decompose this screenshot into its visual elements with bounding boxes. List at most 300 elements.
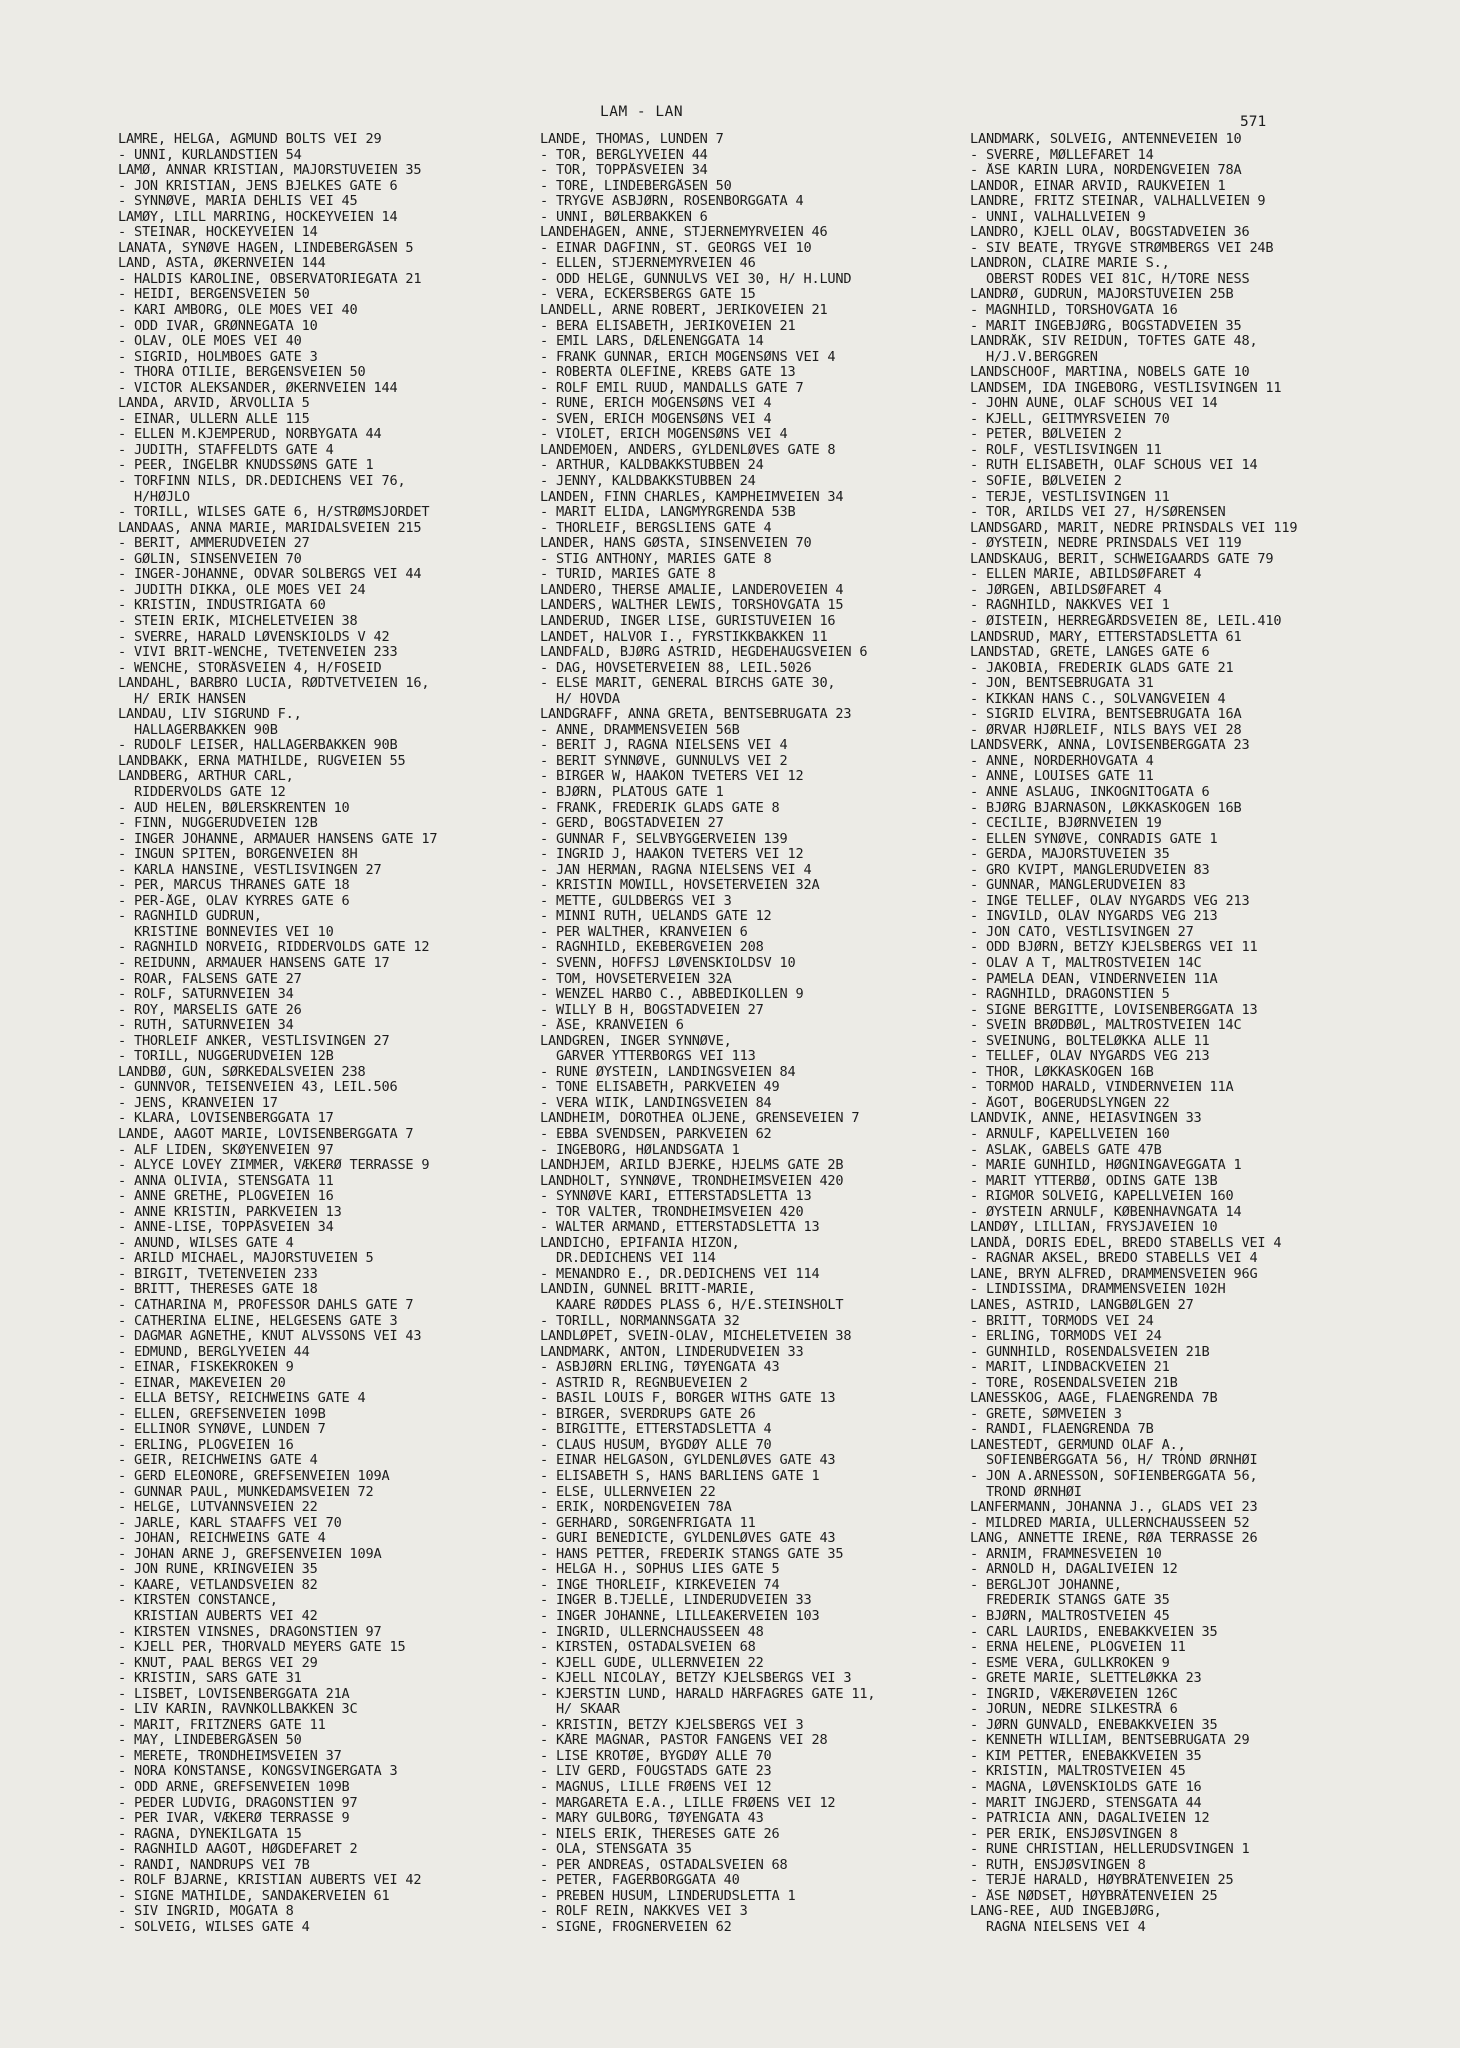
directory-entry: - MAGNA, LØVENSKIOLDS GATE 16 [970,1779,1202,1795]
directory-entry: - TRYGVE ASBJØRN, ROSENBORGGATA 4 [540,194,804,210]
directory-entry: - ØYSTEIN, NEDRE PRINSDALS VEI 119 [970,536,1242,552]
directory-entry: LANDRØ, GUDRUN, MAJORSTUVEIEN 25B [970,287,1234,303]
directory-entry: - MILDRED MARIA, ULLERNCHAUSSEEN 52 [970,1515,1250,1531]
directory-entry: - TORFINN NILS, DR.DEDICHENS VEI 76, [118,474,406,490]
directory-entry: KRISTIAN AUBERTS VEI 42 [118,1608,318,1624]
directory-entry: - MARY GULBORG, TØYENGATA 43 [540,1811,764,1827]
directory-entry: - GEIR, REICHWEINS GATE 4 [118,1453,318,1469]
directory-entry: LANDRÅK, SIV REIDUN, TOFTES GATE 48, [970,334,1258,350]
directory-entry: - JOHAN, REICHWEINS GATE 4 [118,1531,326,1547]
directory-entry: - VERA, ECKERSBERGS GATE 15 [540,287,756,303]
directory-entry: - THORLEIF, BERGSLIENS GATE 4 [540,520,772,536]
directory-entry: - CECILIE, BJØRNVEIEN 19 [970,816,1162,832]
directory-entry: - ERLING, PLOGVEIEN 16 [118,1437,294,1453]
directory-entry: - EINAR, FISKEKROKEN 9 [118,1360,294,1376]
directory-entry: - KNUT, PAAL BERGS VEI 29 [118,1655,318,1671]
directory-entry: LANDAU, LIV SIGRUND F., [118,707,302,723]
directory-entry: - TORILL, NUGGERUDVEIEN 12B [118,1049,334,1065]
directory-entry: - MENANDRO E., DR.DEDICHENS VEI 114 [540,1266,820,1282]
directory-entry: - SVERRE, HARALD LØVENSKIOLDS V 42 [118,629,390,645]
directory-entry: - KRISTIN, BETZY KJELSBERGS VEI 3 [540,1717,804,1733]
directory-entry: - JAN HERMAN, RAGNA NIELSENS VEI 4 [540,862,812,878]
directory-entry: - THORLEIF ANKER, VESTLISVINGEN 27 [118,1033,390,1049]
directory-entry: - RIGMOR SOLVEIG, KAPELLVEIEN 160 [970,1189,1234,1205]
directory-entry: - ANNA OLIVIA, STENSGATA 11 [118,1173,334,1189]
directory-entry: - RUTH, ENSJØSVINGEN 8 [970,1857,1146,1873]
directory-column-2 [540,132,950,1935]
directory-entry: - INGER-JOHANNE, ODVAR SOLBERGS VEI 44 [118,567,422,583]
directory-entry: LANDAHL, BARBRO LUCIA, RØDTVETVEIEN 16, [118,676,430,692]
directory-entry: - MAGNHILD, TORSHOVGATA 16 [970,303,1178,319]
directory-entry: - JAKOBIA, FREDERIK GLADS GATE 21 [970,660,1234,676]
directory-entry: - MERETE, TRONDHEIMSVEIEN 37 [118,1748,342,1764]
directory-entry: - INGEBORG, HØLANDSGATA 1 [540,1142,740,1158]
directory-entry: - BIRGITTE, ETTERSTADSLETTA 4 [540,1422,772,1438]
directory-entry: - RAGNHILD AAGOT, HØGDEFARET 2 [118,1842,358,1858]
directory-entry: - WILLY B H, BOGSTADVEIEN 27 [540,1002,764,1018]
directory-entry: - JON KRISTIAN, JENS BJELKES GATE 6 [118,178,398,194]
directory-entry: - OLAV A T, MALTROSTVEIEN 14C [970,955,1202,971]
directory-entry: LANDVIK, ANNE, HEIASVINGEN 33 [970,1111,1202,1127]
directory-entry: - KJELL PER, THORVALD MEYERS GATE 15 [118,1640,406,1656]
directory-entry: LANDSRUD, MARY, ETTERSTADSLETTA 61 [970,629,1242,645]
directory-entry: LANDBØ, GUN, SØRKEDALSVEIEN 238 [118,1064,366,1080]
directory-entry: - SOLVEIG, WILSES GATE 4 [118,1919,310,1935]
directory-entry: - TOR, BERGLYVEIEN 44 [540,147,708,163]
directory-entry: - STIG ANTHONY, MARIES GATE 8 [540,551,772,567]
directory-entry: LANDMARK, SOLVEIG, ANTENNEVEIEN 10 [970,132,1242,147]
directory-entry: - TONE ELISABETH, PARKVEIEN 49 [540,1080,780,1096]
directory-entry: - KIKKAN HANS C., SOLVANGVEIEN 4 [970,691,1226,707]
directory-entry: - EINAR DAGFINN, ST. GEORGS VEI 10 [540,240,812,256]
directory-entry: - RANDI, NANDRUPS VEI 7B [118,1857,310,1873]
directory-entry: - ANNE GRETHE, PLOGVEIEN 16 [118,1189,334,1205]
directory-entry: - ASLAK, GABELS GATE 47B [970,1142,1162,1158]
directory-entry: LANDELL, ARNE ROBERT, JERIKOVEIEN 21 [540,303,828,319]
directory-entry: - BRITT, THERESES GATE 18 [118,1282,318,1298]
directory-entry: - EDMUND, BERGLYVEIEN 44 [118,1344,310,1360]
directory-entry: - PREBEN HUSUM, LINDERUDSLETTA 1 [540,1888,796,1904]
directory-entry: H/ HOVDA [540,691,620,707]
directory-entry: - LIV KARIN, RAVNKOLLBAKKEN 3C [118,1702,358,1718]
directory-entry: LANDET, HALVOR I., FYRSTIKKBAKKEN 11 [540,629,828,645]
directory-entry: LANDSCHOOF, MARTINA, NOBELS GATE 10 [970,365,1250,381]
directory-entry: LANDSTAD, GRETE, LANGES GATE 6 [970,645,1210,661]
directory-entry: - EINAR, ULLERN ALLE 115 [118,411,310,427]
directory-entry: - KIRSTEN, OSTADALSVEIEN 68 [540,1640,756,1656]
directory-entry: - INGER B.TJELLE, LINDERUDVEIEN 33 [540,1593,812,1609]
directory-entry: - KARLA HANSINE, VESTLISVINGEN 27 [118,862,382,878]
directory-entry: - ARNULF, KAPELLVEIEN 160 [970,1127,1170,1142]
directory-entry: - TELLEF, OLAV NYGARDS VEG 213 [970,1049,1210,1065]
directory-entry: - KIM PETTER, ENEBAKKVEIEN 35 [970,1748,1202,1764]
directory-entry: - ROAR, FALSENS GATE 27 [118,971,302,987]
directory-entry: - PATRICIA ANN, DAGALIVEIEN 12 [970,1811,1210,1827]
directory-entry: - BJØRN, MALTROSTVEIEN 45 [970,1608,1170,1624]
directory-entry: - ÅSE, KRANVEIEN 6 [540,1018,684,1034]
directory-entry: - MARIT YTTERBØ, ODINS GATE 13B [970,1173,1218,1189]
directory-entry: - BERIT, AMMERUDVEIEN 27 [118,536,310,552]
directory-entry: - ODD HELGE, GUNNULVS VEI 30, H/ H.LUND [540,271,852,287]
directory-entry: - PER, MARCUS THRANES GATE 18 [118,878,350,894]
directory-entry: - RAGNHILD, NAKKVES VEI 1 [970,598,1170,614]
directory-entry: - JON A.ARNESSON, SOFIENBERGGATA 56, [970,1469,1258,1485]
directory-entry: - KRISTIN MOWILL, HOVSETERVEIEN 32A [540,878,820,894]
directory-entry: FREDERIK STANGS GATE 35 [970,1593,1170,1609]
directory-entry: LANDE, AAGOT MARIE, LOVISENBERGGATA 7 [118,1127,414,1142]
directory-entry: LANESSKOG, AAGE, FLAENGRENDA 7B [970,1391,1218,1407]
directory-entry: - ELLINOR SYNØVE, LUNDEN 7 [118,1422,326,1438]
directory-entry: LANDBAKK, ERNA MATHILDE, RUGVEIEN 55 [118,753,406,769]
directory-entry: LANG-REE, AUD INGEBJØRG, [970,1904,1162,1920]
directory-entry: - EMIL LARS, DÆLENENGGATA 14 [540,334,764,350]
directory-entry: - ASTRID R, REGNBUEVEIEN 2 [540,1375,748,1391]
directory-entry: - BJØRN, PLATOUS GATE 1 [540,784,724,800]
directory-entry: - ROLF BJARNE, KRISTIAN AUBERTS VEI 42 [118,1873,422,1889]
directory-entry: - STEIN ERIK, MICHELETVEIEN 38 [118,613,358,629]
directory-entry: - INGE TELLEF, OLAV NYGARDS VEG 213 [970,893,1250,909]
directory-entry: - BIRGER W, HAAKON TVETERS VEI 12 [540,769,804,785]
directory-entry: - ANNE, LOUISES GATE 11 [970,769,1154,785]
directory-entry: - KLARA, LOVISENBERGGATA 17 [118,1111,334,1127]
directory-entry: - LISE KROTØE, BYGDØY ALLE 70 [540,1748,772,1764]
directory-entry: - GUNNAR F, SELVBYGGERVEIEN 139 [540,831,788,847]
directory-entry: - MARIT INGJERD, STENSGATA 44 [970,1795,1202,1811]
directory-entry: LANDSEM, IDA INGEBORG, VESTLISVINGEN 11 [970,380,1282,396]
directory-entry: - ØRVAR HJØRLEIF, NILS BAYS VEI 28 [970,722,1242,738]
directory-entry: - RAGNHILD, EKEBERGVEIEN 208 [540,940,764,956]
directory-entry: - PER ANDREAS, OSTADALSVEIEN 68 [540,1857,788,1873]
directory-entry: - ALF LIDEN, SKØYENVEIEN 97 [118,1142,334,1158]
directory-entry: - KRISTIN, INDUSTRIGATA 60 [118,598,326,614]
directory-entry: - CLAUS HUSUM, BYGDØY ALLE 70 [540,1437,772,1453]
directory-entry: - MARIT ELIDA, LANGMYRGRENDA 53B [540,505,796,521]
directory-entry: - GERD ELEONORE, GREFSENVEIEN 109A [118,1469,390,1485]
directory-entry: - ELLEN SYNØVE, CONRADIS GATE 1 [970,831,1218,847]
directory-entry: - ODD ARNE, GREFSENVEIEN 109B [118,1779,350,1795]
directory-entry: - BIRGER, SVERDRUPS GATE 26 [540,1406,756,1422]
directory-entry: - SIV BEATE, TRYGVE STRØMBERGS VEI 24B [970,240,1274,256]
directory-entry: - GUNNHILD, ROSENDALSVEIEN 21B [970,1344,1210,1360]
directory-entry: - ELLEN, GREFSENVEIEN 109B [118,1406,326,1422]
running-head: LAM - LAN [600,104,684,120]
directory-entry: - EINAR, MAKEVEIEN 20 [118,1375,286,1391]
directory-entry: HALLAGERBAKKEN 90B [118,722,278,738]
directory-entry: LANDGREN, INGER SYNNØVE, [540,1033,732,1049]
directory-entry: - GUNNAR PAUL, MUNKEDAMSVEIEN 72 [118,1484,374,1500]
directory-entry: LANDEN, FINN CHARLES, KAMPHEIMVEIEN 34 [540,489,844,505]
directory-entry: - ROLF REIN, NAKKVES VEI 3 [540,1904,748,1920]
directory-entry: - MAGNUS, LILLE FRØENS VEI 12 [540,1779,772,1795]
directory-entry: - KENNETH WILLIAM, BENTSEBRUGATA 29 [970,1733,1250,1749]
directory-entry: LANDFALD, BJØRG ASTRID, HEGDEHAUGSVEIEN 6 [540,645,868,661]
directory-entry: - RANDI, FLAENGRENDA 7B [970,1422,1154,1438]
directory-entry: - ESME VERA, GULLKROKEN 9 [970,1655,1170,1671]
directory-entry: - MARGARETA E.A., LILLE FRØENS VEI 12 [540,1795,836,1811]
directory-entry: - SIGRID ELVIRA, BENTSEBRUGATA 16A [970,707,1242,723]
directory-entry: - AUD HELEN, BØLERSKRENTEN 10 [118,800,350,816]
directory-entry: RAGNA NIELSENS VEI 4 [970,1919,1146,1935]
directory-entry: LANDA, ARVID, ÅRVOLLIA 5 [118,396,310,412]
directory-entry: - JUDITH DIKKA, OLE MOES VEI 24 [118,582,366,598]
directory-entry: - INGE THORLEIF, KIRKEVEIEN 74 [540,1577,780,1593]
directory-entry: LANDSGARD, MARIT, NEDRE PRINSDALS VEI 119 [970,520,1298,536]
directory-entry: - JON, BENTSEBRUGATA 31 [970,676,1154,692]
page-number: 571 [1240,114,1267,130]
directory-entry: LANE, BRYN ALFRED, DRAMMENSVEIEN 96G [970,1266,1258,1282]
directory-entry: LANDEHAGEN, ANNE, STJERNEMYRVEIEN 46 [540,225,828,241]
directory-entry: - BERA ELISABETH, JERIKOVEIEN 21 [540,318,796,334]
directory-entry: - RAGNHILD GUDRUN, [118,909,262,925]
directory-entry: - KRISTIN, SARS GATE 31 [118,1671,302,1687]
directory-entry: - PER ERIK, ENSJØSVINGEN 8 [970,1826,1178,1842]
directory-entry: LANATA, SYNØVE HAGEN, LINDEBERGÅSEN 5 [118,240,414,256]
directory-entry: LANFERMANN, JOHANNA J., GLADS VEI 23 [970,1500,1258,1516]
directory-entry: - BERIT SYNNØVE, GUNNULVS VEI 2 [540,753,788,769]
directory-entry: LANDIN, GUNNEL BRITT-MARIE, [540,1282,756,1298]
directory-entry: - RAGNHILD NORVEIG, RIDDERVOLDS GATE 12 [118,940,430,956]
directory-entry: - ERNA HELENE, PLOGVEIEN 11 [970,1640,1186,1656]
directory-entry: - ERLING, TORMODS VEI 24 [970,1329,1162,1345]
directory-entry: LANESTEDT, GERMUND OLAF A., [970,1437,1186,1453]
directory-entry: - SVENN, HOFFSJ LØVENSKIOLDSV 10 [540,955,796,971]
directory-entry: KAARE RØDDES PLASS 6, H/E.STEINSHOLT [540,1298,844,1314]
directory-entry: - PAMELA DEAN, VINDERNVEIEN 11A [970,971,1218,987]
directory-entry: - OLAV, OLE MOES VEI 40 [118,334,302,350]
directory-entry: - ARNIM, FRAMNESVEIEN 10 [970,1546,1162,1562]
directory-entry: - RAGNAR AKSEL, BREDO STABELLS VEI 4 [970,1251,1258,1267]
directory-entry: - SVERRE, MØLLEFARET 14 [970,147,1154,163]
directory-entry: - PEER, INGELBR KNUDSSØNS GATE 1 [118,458,374,474]
directory-entry: - ROLF EMIL RUUD, MANDALLS GATE 7 [540,380,804,396]
directory-entry: - GUNNVOR, TEISENVEIEN 43, LEIL.506 [118,1080,398,1096]
directory-entry: - THORA OTILIE, BERGENSVEIEN 50 [118,365,366,381]
directory-entry: DR.DEDICHENS VEI 114 [540,1251,716,1267]
directory-entry: - BIRGIT, TVETENVEIEN 233 [118,1266,318,1282]
directory-entry: - JARLE, KARL STAAFFS VEI 70 [118,1515,342,1531]
directory-entry: - ÅSE NØDSET, HØYBRÅTENVEIEN 25 [970,1888,1218,1904]
directory-entry: - PER-ÅGE, OLAV KYRRES GATE 6 [118,893,350,909]
directory-entry: LANDRON, CLAIRE MARIE S., [970,256,1170,272]
directory-entry: - BERGLJOT JOHANNE, [970,1577,1122,1593]
directory-entry: - MARIT, FRITZNERS GATE 11 [118,1717,326,1733]
directory-entry: - GERHARD, SORGENFRIGATA 11 [540,1515,756,1531]
directory-entry: - RUTH, SATURNVEIEN 34 [118,1018,294,1034]
directory-entry: - ELSE MARIT, GENERAL BIRCHS GATE 30, [540,676,836,692]
directory-entry: - CATHERINA ELINE, HELGESENS GATE 3 [118,1313,398,1329]
directory-entry: LANDBERG, ARTHUR CARL, [118,769,294,785]
directory-entry: LANDAAS, ANNA MARIE, MARIDALSVEIEN 215 [118,520,422,536]
directory-entry: - RUNE ØYSTEIN, LANDINGSVEIEN 84 [540,1064,796,1080]
directory-entry: - ANNE, DRAMMENSVEIEN 56B [540,722,740,738]
directory-entry: - ROBERTA OLEFINE, KREBS GATE 13 [540,365,796,381]
directory-entry: - THOR, LØKKASKOGEN 16B [970,1064,1154,1080]
directory-entry: LANDOR, EINAR ARVID, RAUKVEIEN 1 [970,178,1226,194]
directory-entry: - ODD IVAR, GRØNNEGATA 10 [118,318,318,334]
directory-entry: - KJELL GUDE, ULLERNVEIEN 22 [540,1655,764,1671]
directory-entry: - BJØRG BJARNASON, LØKKASKOGEN 16B [970,800,1242,816]
directory-entry: - GERD, BOGSTADVEIEN 27 [540,816,724,832]
directory-entry: LAMØ, ANNAR KRISTIAN, MAJORSTUVEIEN 35 [118,163,422,179]
directory-entry: - ANNE-LISE, TOPPÅSVEIEN 34 [118,1220,334,1236]
directory-entry: - GUNNAR, MANGLERUDVEIEN 83 [970,878,1186,894]
directory-entry: - KJERSTIN LUND, HARALD HÅRFAGRES GATE 11, [540,1686,876,1702]
directory-entry: - HEIDI, BERGENSVEIEN 50 [118,287,310,303]
directory-entry: - GRETE, SØMVEIEN 3 [970,1406,1122,1422]
directory-entry: - JOHAN ARNE J, GREFSENVEIEN 109A [118,1546,382,1562]
directory-entry: - PEDER LUDVIG, DRAGONSTIEN 97 [118,1795,358,1811]
directory-entry: - GØLIN, SINSENVEIEN 70 [118,551,302,567]
directory-entry: - HELGE, LUTVANNSVEIEN 22 [118,1500,318,1516]
directory-entry: - JØRGEN, ABILDSØFARET 4 [970,582,1162,598]
directory-entry: - KJELL NICOLAY, BETZY KJELSBERGS VEI 3 [540,1671,852,1687]
directory-entry: H/ ERIK HANSEN [118,691,246,707]
directory-entry: TROND ØRNHØI [970,1484,1082,1500]
directory-entry: H/HØJLO [118,489,190,505]
directory-entry: LANDE, THOMAS, LUNDEN 7 [540,132,724,147]
directory-entry: LANDØY, LILLIAN, FRYSJAVEIEN 10 [970,1220,1218,1236]
directory-entry: LANDSVERK, ANNA, LOVISENBERGGATA 23 [970,738,1250,754]
directory-column-3 [970,132,1390,1935]
directory-entry: - ANNE, NORDERHOVGATA 4 [970,753,1154,769]
directory-entry: - INGVILD, OLAV NYGARDS VEG 213 [970,909,1218,925]
directory-entry: - INGRID, ULLERNCHAUSSEEN 48 [540,1624,764,1640]
directory-entry: SOFIENBERGGATA 56, H/ TROND ØRNHØI [970,1453,1258,1469]
directory-entry: - SVEINUNG, BOLTELØKKA ALLE 11 [970,1033,1210,1049]
directory-entry: - ROLF, VESTLISVINGEN 11 [970,442,1162,458]
directory-entry: - PETER, FAGERBORGGATA 40 [540,1873,740,1889]
directory-entry: - TOR, ARILDS VEI 27, H/SØRENSEN [970,505,1226,521]
directory-entry: - SIGNE MATHILDE, SANDAKERVEIEN 61 [118,1888,390,1904]
directory-entry: - HANS PETTER, FREDERIK STANGS GATE 35 [540,1546,844,1562]
directory-entry: - KARI AMBORG, OLE MOES VEI 40 [118,303,358,319]
directory-entry: LANDERUD, INGER LISE, GURISTUVEIEN 16 [540,613,836,629]
directory-entry: - HELGA H., SOPHUS LIES GATE 5 [540,1562,780,1578]
directory-entry: - VIOLET, ERICH MOGENSØNS VEI 4 [540,427,788,443]
directory-entry: LANDMARK, ANTON, LINDERUDVEIEN 33 [540,1344,804,1360]
directory-entry: - KIRSTEN VINSNES, DRAGONSTIEN 97 [118,1624,382,1640]
directory-entry: - ELLEN, STJERNEMYRVEIEN 46 [540,256,756,272]
directory-entry: - ROY, MARSELIS GATE 26 [118,1002,302,1018]
directory-entry: - SYNNØVE KARI, ETTERSTADSLETTA 13 [540,1189,812,1205]
directory-entry: - OLA, STENSGATA 35 [540,1842,692,1858]
directory-entry: - TORE, LINDEBERGÅSEN 50 [540,178,732,194]
directory-entry: - PETER, BØLVEIEN 2 [970,427,1122,443]
directory-entry: - KIRSTEN CONSTANCE, [118,1593,278,1609]
directory-entry: LANDGRAFF, ANNA GRETA, BENTSEBRUGATA 23 [540,707,852,723]
directory-entry: - GRETE MARIE, SLETTELØKKA 23 [970,1671,1202,1687]
directory-entry: - ANNE ASLAUG, INKOGNITOGATA 6 [970,784,1210,800]
directory-entry: - ELSE, ULLERNVEIEN 22 [540,1484,716,1500]
directory-entry: - UNNI, VALHALLVEIEN 9 [970,209,1146,225]
directory-entry: - MAY, LINDEBERGÅSEN 50 [118,1733,302,1749]
directory-entry: - ANNE KRISTIN, PARKVEIEN 13 [118,1204,342,1220]
directory-entry: - LIV GERD, FOUGSTADS GATE 23 [540,1764,772,1780]
directory-entry: - CARL LAURIDS, ENEBAKKVEIEN 35 [970,1624,1218,1640]
directory-entry: OBERST RODES VEI 81C, H/TORE NESS [970,271,1250,287]
directory-entry: - ANUND, WILSES GATE 4 [118,1235,294,1251]
directory-entry: - INGRID, VÆKERØVEIEN 126C [970,1686,1178,1702]
directory-entry: - RUNE, ERICH MOGENSØNS VEI 4 [540,396,772,412]
directory-entry: - ELLEN M.KJEMPERUD, NORBYGATA 44 [118,427,382,443]
directory-entry: - ELLEN MARIE, ABILDSØFARET 4 [970,567,1202,583]
directory-entry: - DAGMAR AGNETHE, KNUT ALVSSONS VEI 43 [118,1329,422,1345]
directory-entry: - KAARE, VETLANDSVEIEN 82 [118,1577,318,1593]
directory-entry: LANDEMOEN, ANDERS, GYLDENLØVES GATE 8 [540,442,836,458]
directory-entry: - JUDITH, STAFFELDTS GATE 4 [118,442,334,458]
directory-entry: - ALYCE LOVEY ZIMMER, VÆKERØ TERRASSE 9 [118,1158,430,1174]
directory-entry: LANDER, HANS GØSTA, SINSENVEIEN 70 [540,536,812,552]
directory-entry: - ELLA BETSY, REICHWEINS GATE 4 [118,1391,366,1407]
directory-entry: - REIDUNN, ARMAUER HANSENS GATE 17 [118,955,390,971]
directory-entry: - JON CATO, VESTLISVINGEN 27 [970,924,1194,940]
directory-entry: - NORA KONSTANSE, KONGSVINGERGATA 3 [118,1764,398,1780]
directory-entry: - HALDIS KAROLINE, OBSERVATORIEGATA 21 [118,271,422,287]
directory-entry: - TORILL, WILSES GATE 6, H/STRØMSJORDET [118,505,430,521]
directory-entry: - TOR, TOPPÅSVEIEN 34 [540,163,708,179]
directory-entry: - MARIT, LINDBACKVEIEN 21 [970,1360,1170,1376]
directory-entry: - GURI BENEDICTE, GYLDENLØVES GATE 43 [540,1531,836,1547]
directory-entry: - INGER JOHANNE, ARMAUER HANSENS GATE 17 [118,831,438,847]
directory-entry: LANDHJEM, ARILD BJERKE, HJELMS GATE 2B [540,1158,844,1174]
directory-entry: - TERJE, VESTLISVINGEN 11 [970,489,1170,505]
directory-entry: - EBBA SVENDSEN, PARKVEIEN 62 [540,1127,772,1142]
directory-entry: LANG, ANNETTE IRENE, RØA TERRASSE 26 [970,1531,1258,1547]
directory-entry: - JORUN, NEDRE SILKESTRÅ 6 [970,1702,1178,1718]
directory-entry: - FRANK, FREDERIK GLADS GATE 8 [540,800,780,816]
directory-entry: - VIVI BRIT-WENCHE, TVETENVEIEN 233 [118,645,398,661]
directory-entry: - MARIT INGEBJØRG, BOGSTADVEIEN 35 [970,318,1242,334]
directory-entry: - WENCHE, STORÅSVEIEN 4, H/FOSEID [118,660,382,676]
directory-entry: LANDHOLT, SYNNØVE, TRONDHEIMSVEIEN 420 [540,1173,844,1189]
directory-entry: - FRANK GUNNAR, ERICH MOGENSØNS VEI 4 [540,349,836,365]
directory-entry: LANDERO, THERSE AMALIE, LANDEROVEIEN 4 [540,582,844,598]
directory-entry: LANDÅ, DORIS EDEL, BREDO STABELLS VEI 4 [970,1235,1282,1251]
directory-entry: - TERJE HARALD, HØYBRÅTENVEIEN 25 [970,1873,1234,1889]
directory-entry: LANDLØPET, SVEIN-OLAV, MICHELETVEIEN 38 [540,1329,852,1345]
directory-entry: - RAGNA, DYNEKILGATA 15 [118,1826,302,1842]
directory-entry: - ASBJØRN ERLING, TØYENGATA 43 [540,1360,780,1376]
directory-entry: - ODD BJØRN, BETZY KJELSBERGS VEI 11 [970,940,1258,956]
directory-entry: - VICTOR ALEKSANDER, ØKERNVEIEN 144 [118,380,398,396]
directory-entry: - KJELL, GEITMYRSVEIEN 70 [970,411,1170,427]
directory-entry: - RUDOLF LEISER, HALLAGERBAKKEN 90B [118,738,398,754]
directory-entry: - SIGNE BERGITTE, LOVISENBERGGATA 13 [970,1002,1258,1018]
directory-entry: - MARIE GUNHILD, HØGNINGAVEGGATA 1 [970,1158,1242,1174]
directory-entry: - JOHN AUNE, OLAF SCHOUS VEI 14 [970,396,1218,412]
directory-entry: - SIV INGRID, MOGATA 8 [118,1904,294,1920]
directory-column-1 [118,132,523,1935]
directory-entry: - BASIL LOUIS F, BORGER WITHS GATE 13 [540,1391,836,1407]
directory-entry: - GERDA, MAJORSTUVEIEN 35 [970,847,1170,863]
directory-entry: - TORMOD HARALD, VINDERNVEIEN 11A [970,1080,1234,1096]
directory-entry: - UNNI, BØLERBAKKEN 6 [540,209,708,225]
directory-entry: - TORE, ROSENDALSVEIEN 21B [970,1375,1178,1391]
directory-entry: - ARILD MICHAEL, MAJORSTUVEIEN 5 [118,1251,374,1267]
directory-entry: LANES, ASTRID, LANGBØLGEN 27 [970,1298,1194,1314]
directory-entry: - WENZEL HARBO C., ABBEDIKOLLEN 9 [540,987,804,1003]
directory-entry: - TURID, MARIES GATE 8 [540,567,716,583]
directory-entry: - SOFIE, BØLVEIEN 2 [970,474,1122,490]
directory-entry: - EINAR HELGASON, GYLDENLØVES GATE 43 [540,1453,836,1469]
directory-entry: KRISTINE BONNEVIES VEI 10 [118,924,334,940]
directory-entry: - ARNOLD H, DAGALIVEIEN 12 [970,1562,1178,1578]
directory-entry: - GRO KVIPT, MANGLERUDVEIEN 83 [970,862,1210,878]
directory-entry: H/J.V.BERGGREN [970,349,1098,365]
directory-entry: - RUTH ELISABETH, OLAF SCHOUS VEI 14 [970,458,1258,474]
directory-entry: - ØISTEIN, HERREGÅRDSVEIEN 8E, LEIL.410 [970,613,1282,629]
directory-entry: - INGRID J, HAAKON TVETERS VEI 12 [540,847,804,863]
